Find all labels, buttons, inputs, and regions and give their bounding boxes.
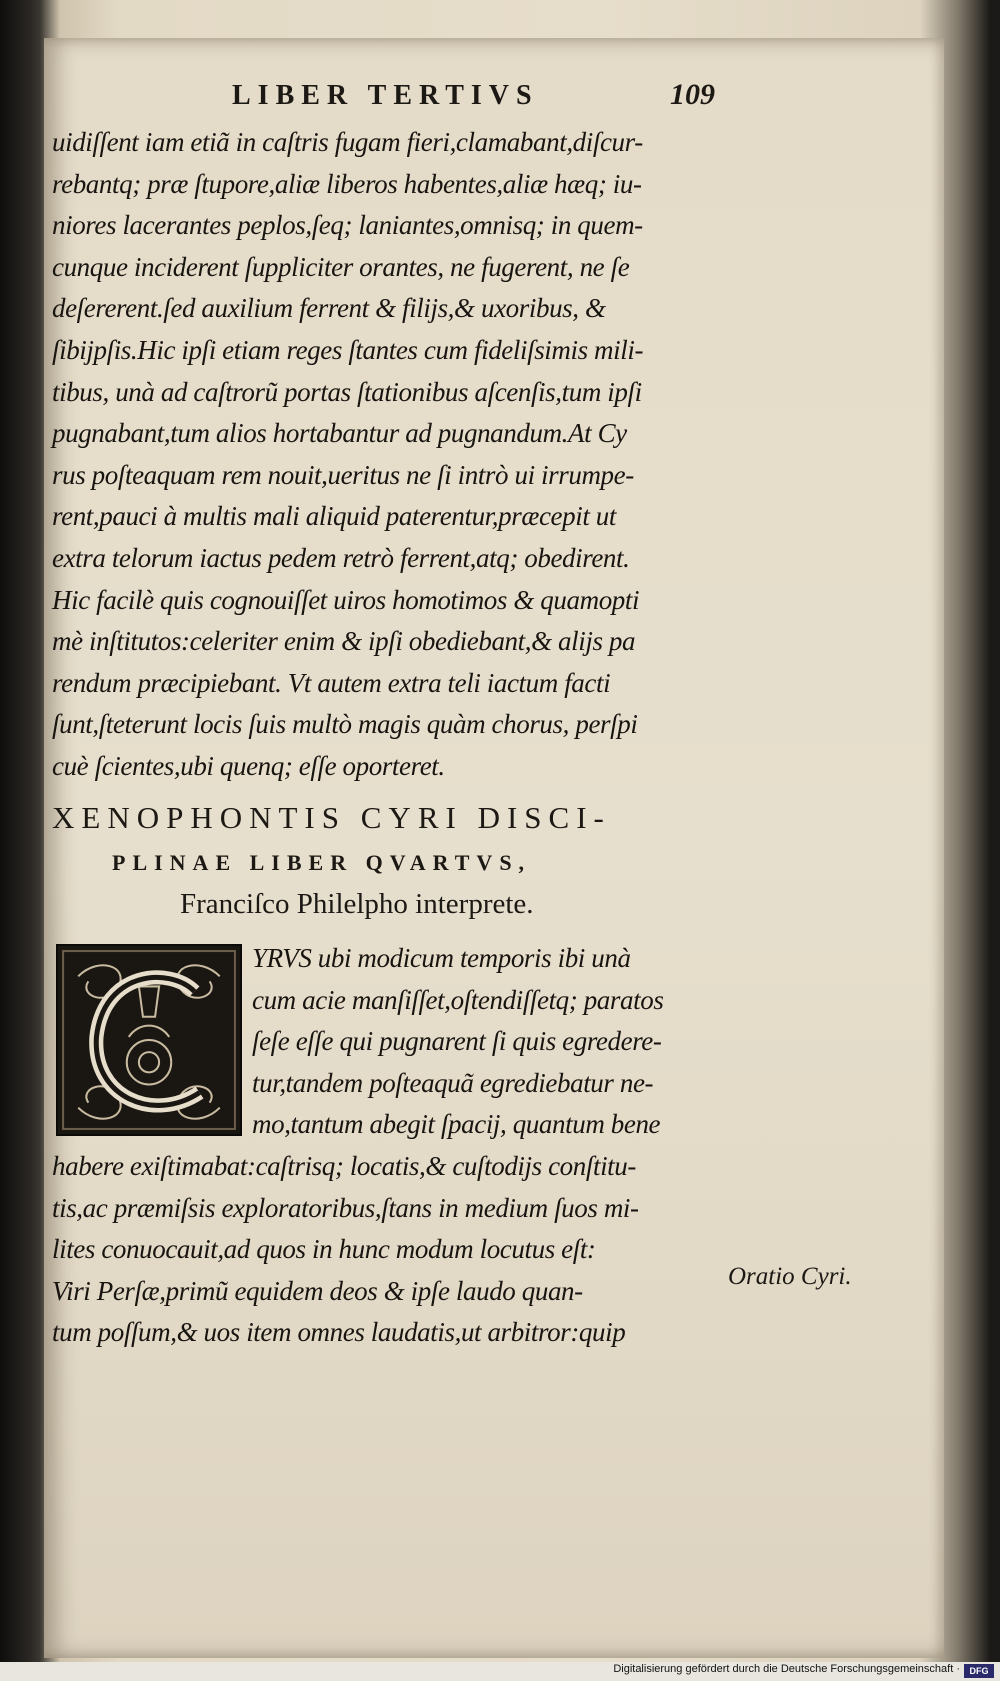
text-line: rent,pauci à multis mali aliquid paterentur,præcepit ut xyxy=(52,501,616,532)
text-line: tis,ac præmiſsis exploratoribus,ſtans in medium ſuos mi- xyxy=(52,1192,639,1223)
text-line: ſibijpſis.Hic ipſi etiam reges ſtantes cum fideliſsimis mili- xyxy=(52,334,644,365)
text-line: cuè ſcientes,ubi quenq; eſſe oporteret. xyxy=(52,750,445,781)
book3-closing-paragraph xyxy=(52,122,732,788)
book4-opening-paragraph xyxy=(52,938,732,1354)
text-line: Viri Perſæ,primũ equidem deos & ipſe laudo quan- xyxy=(52,1275,583,1306)
digitization-footer xyxy=(0,1662,1000,1681)
text-line: tum poſſum,& uos item omnes laudatis,ut arbitror:quip xyxy=(52,1317,626,1348)
text-line: lites conuocauit,ad quos in hunc modum locutus eſt: xyxy=(52,1234,596,1265)
text-line: pugnabant,tum alios hortabantur ad pugnandum.At Cy xyxy=(52,418,627,449)
running-head xyxy=(0,80,1000,120)
text-line: tibus, unà ad caſtrorũ portas ſtationibus aſcenſis,tum ipſi xyxy=(52,376,642,407)
marginal-note: Oratio Cyri. xyxy=(728,1263,852,1290)
text-line: mo,tantum abegit ſpacij, quantum bene xyxy=(252,1109,661,1140)
page-number: 109 xyxy=(670,78,715,111)
text-line: rendum præcipiebant. Vt autem extra teli iactum facti xyxy=(52,667,611,698)
text-line: rus poſteaquam rem nouit,ueritus ne ſi intrò ui irrumpe- xyxy=(52,459,634,490)
text-line: tur,tandem poſteaquã egrediebatur ne- xyxy=(252,1067,654,1098)
text-line: cunque inciderent ſuppliciter orantes, ne fugerent, ne ſe xyxy=(52,251,630,282)
text-line: mè inſtitutos:celeriter enim & ipſi obediebant,& alijs pa xyxy=(52,626,636,657)
funding-credit: Digitalisierung gefördert durch die Deutsche Forschungsgemeinschaft · xyxy=(613,1663,960,1675)
text-line: ſunt,ſteterunt locis ſuis multò magis quàm chorus, perſpi xyxy=(52,709,638,740)
text-line: cum acie manſiſſet,oſtendiſſetq; paratos xyxy=(252,984,664,1015)
text-line: Hic facilè quis cognouiſſet uiros homotimos & quamopti xyxy=(52,584,640,615)
text-line: ſeſe eſſe qui pugnarent ſi quis egredere- xyxy=(252,1026,662,1057)
book-heading-line2: PLINAE LIBER QVARTVS, xyxy=(112,850,532,875)
text-line: YRVS ubi modicum temporis ibi unà xyxy=(252,943,631,973)
text-line: deſererent.ſed auxilium ferrent & filijs,& uxoribus, & xyxy=(52,293,606,324)
running-title: LIBER TERTIVS xyxy=(232,80,539,111)
book-heading-line1: XENOPHONTIS CYRI DISCI- xyxy=(52,800,611,835)
text-line: niores lacerantes peplos,ſeq; laniantes,omnisq; in quem- xyxy=(52,210,643,241)
translator-credit: Franciſco Philelpho interprete. xyxy=(180,888,534,920)
text-line: rebantq; præ ſtupore,aliæ liberos habentes,aliæ hæq; iu- xyxy=(52,168,642,199)
dfg-logo-icon: DFG xyxy=(964,1664,994,1678)
text-line: habere exiſtimabat:caſtrisq; locatis,& cuſtodijs conſtitu- xyxy=(52,1150,636,1181)
text-line: extra telorum iactus pedem retrò ferrent,atq; obedirent. xyxy=(52,542,630,573)
text-line: uidiſſent iam etiã in caſtris fugam fieri,clamabant,diſcur- xyxy=(52,127,643,157)
